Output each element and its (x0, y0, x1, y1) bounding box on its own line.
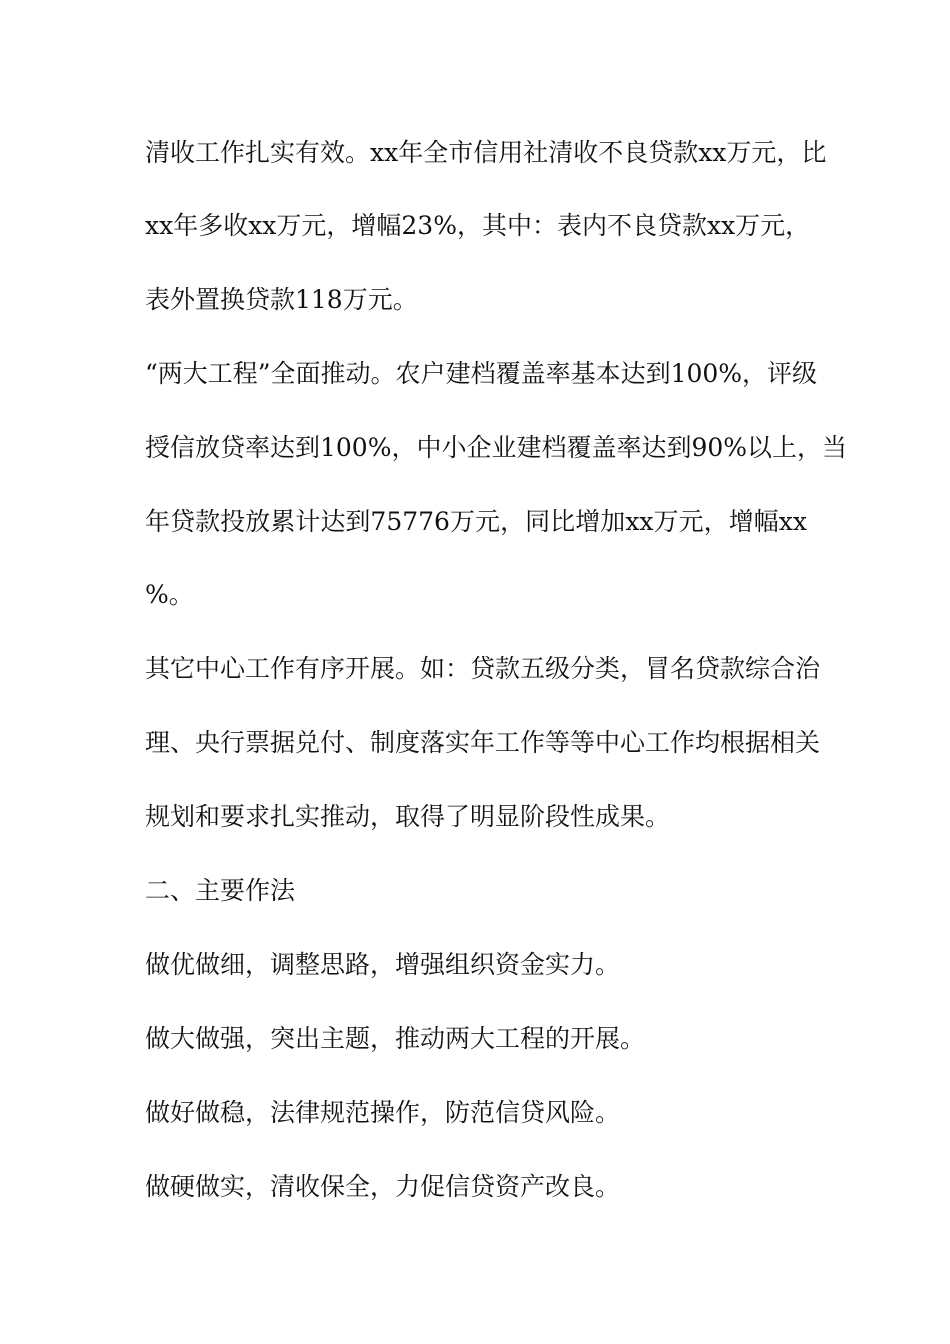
list-item-3: 做好做稳，法律规范操作，防范信贷风险。 (145, 1098, 621, 1127)
list-item-1: 做优做细，调整思路，增强组织资金实力。 (145, 950, 621, 979)
paragraph-1-line-3: 表外置换贷款118万元。 (145, 285, 418, 314)
paragraph-3-line-3: 规划和要求扎实推动，取得了明显阶段性成果。 (145, 802, 671, 831)
section-heading: 二、主要作法 (145, 876, 296, 905)
list-item-4: 做硬做实，清收保全，力促信贷资产改良。 (145, 1172, 621, 1201)
paragraph-2-line-2: 授信放贷率达到100%，中小企业建档覆盖率达到90%以上，当 (145, 433, 848, 462)
paragraph-2-line-3: 年贷款投放累计达到75776万元，同比增加xx万元，增幅xx (145, 507, 807, 536)
paragraph-2-line-1: “两大工程”全面推动。农户建档覆盖率基本达到100%，评级 (145, 359, 818, 388)
paragraph-1-line-1: 清收工作扎实有效。xx年全市信用社清收不良贷款xx万元，比 (145, 138, 827, 167)
paragraph-3-line-2: 理、央行票据兑付、制度落实年工作等等中心工作均根据相关 (145, 728, 821, 757)
paragraph-2-line-4: %。 (145, 580, 194, 609)
list-item-2: 做大做强，突出主题，推动两大工程的开展。 (145, 1024, 646, 1053)
paragraph-3-line-1: 其它中心工作有序开展。如：贷款五级分类，冒名贷款综合治 (145, 654, 821, 683)
paragraph-1-line-2: xx年多收xx万元，增幅23%，其中：表内不良贷款xx万元， (145, 211, 811, 240)
